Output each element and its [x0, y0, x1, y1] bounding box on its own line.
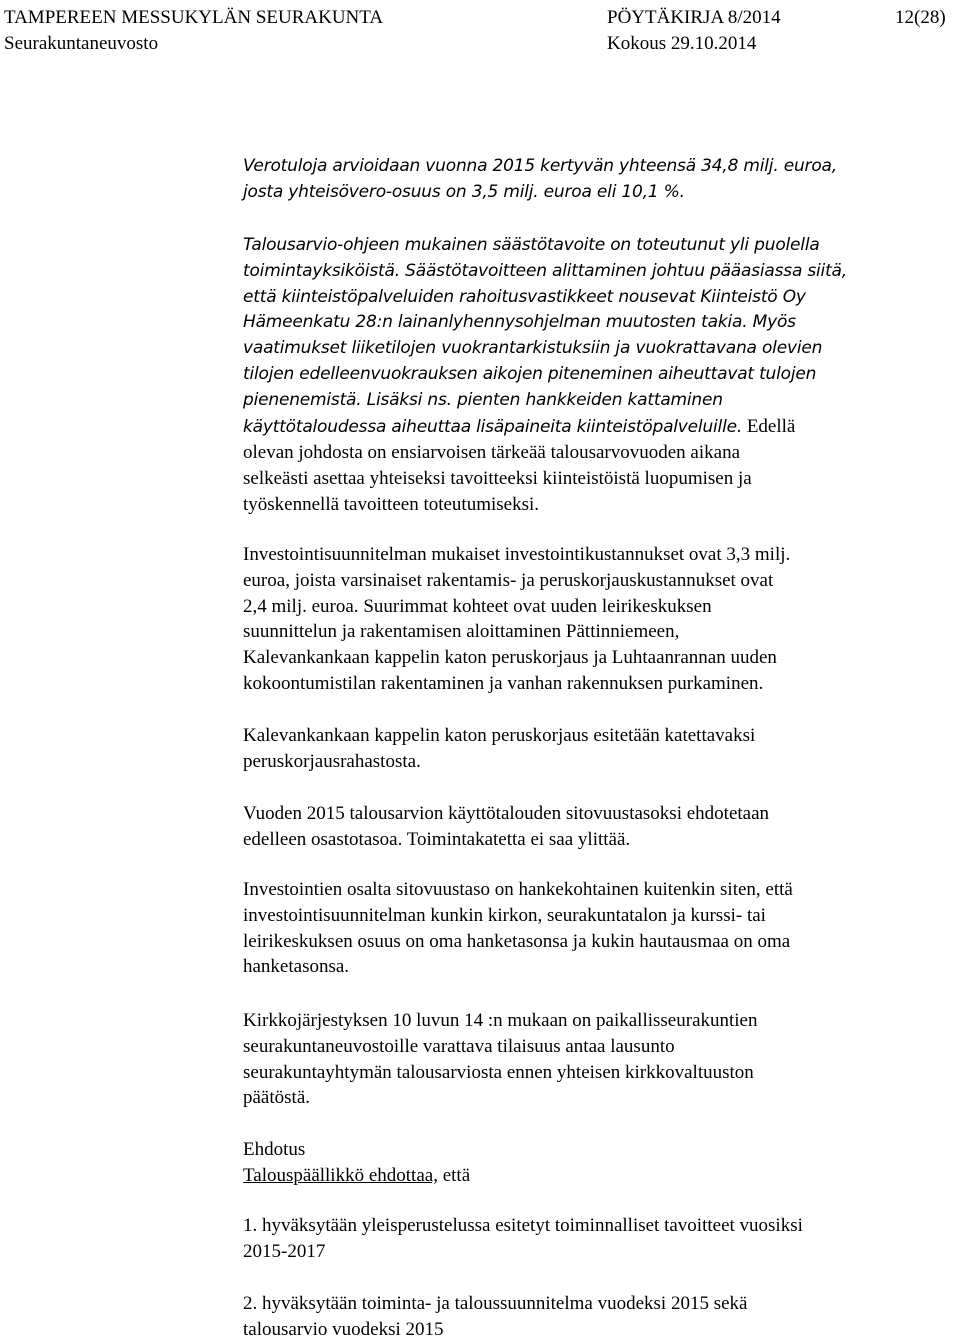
text-line: Vuoden 2015 talousarvion käyttötalouden sitovuustasoksi ehdotetaan — [243, 803, 770, 824]
header-org: TAMPEREEN MESSUKYLÄN SEURAKUNTA — [4, 7, 384, 28]
text-line: talousarvio vuodeksi 2015 — [243, 1318, 444, 1340]
text-line: pienenemistä. Lisäksi ns. pienten hankkeiden kattaminen — [243, 389, 723, 410]
paragraph-church-order — [243, 1008, 903, 1111]
text-fragment: Edellä — [746, 415, 796, 437]
text-line: käyttötaloudessa aiheuttaa lisäpaineita kiinteistöpalveluille. — [243, 416, 743, 437]
proposal-item-1 — [243, 1213, 903, 1265]
text-line: hanketasonsa. — [243, 956, 350, 978]
text-line: Talousarvio-ohjeen mukainen säästötavoite on toteutunut yli puolella — [243, 235, 820, 255]
text-line: Kalevankankaan kappelin katon peruskorjaus ja Luhtaanrannan uuden — [243, 647, 777, 669]
text-fragment: :n mukaan on paikallisseurakuntien — [487, 1010, 758, 1031]
header-doc-title: PÖYTÄKIRJA 8/2014 — [607, 7, 781, 28]
text-fragment: että — [437, 1164, 471, 1186]
text-line: 2015-2017 — [243, 1240, 326, 1262]
header-meeting-date: Kokous 29.10.2014 — [607, 33, 757, 54]
text-line: toimintayksiköistä. Säästötavoitteen alittaminen johtuu pääasiassa siitä, — [243, 260, 847, 281]
header-page-number: 12(28) — [895, 7, 946, 28]
paragraph-tax-revenue — [243, 154, 903, 206]
paragraph-savings-target — [243, 233, 903, 518]
paragraph-investments — [243, 542, 903, 697]
proposal-item-2 — [243, 1291, 903, 1343]
text-line: edelleen osastotasoa. Toimintakatetta ei saa ylittää. — [243, 828, 631, 850]
text-line: euroa, joista varsinaiset rakentamis- ja peruskorjauskustannukset ovat — [243, 569, 774, 591]
text-fragment: Kirkkojärjestyksen 10 luvun 14 — [243, 1010, 488, 1031]
text-line: Investointien osalta sitovuustaso on hankekohtainen kuitenkin siten, että — [243, 879, 793, 900]
text-fragment: Suurimmat kohteet ovat uuden leirikeskuksen — [363, 595, 712, 617]
text-line: Kalevankankaan kappelin katon peruskorjaus esitetään katettavaksi — [243, 725, 756, 746]
text-line: selkeästi asettaa yhteiseksi tavoitteeksi kiinteistöistä luopumisen ja — [243, 468, 752, 490]
text-line: 2. hyväksytään toiminta- ja taloussuunnitelma vuodeksi 2015 sekä — [243, 1293, 748, 1314]
text-line: suunnittelun ja rakentamisen aloittaminen Pättinniemeen, — [243, 621, 680, 643]
text-line: Hämeenkatu 28:n lainanlyhennysohjelman muutosten takia. Myös — [243, 312, 796, 333]
text-line: josta yhteisövero-osuus on 3,5 milj. euroa eli 10,1 %. — [243, 181, 685, 202]
text-line: Verotuloja arvioidaan vuonna 2015 kertyvän yhteensä 34,8 milj. euroa, — [243, 156, 837, 176]
proposer-label: Talouspäällikkö ehdottaa, — [243, 1164, 438, 1186]
proposal-section — [243, 1137, 903, 1189]
text-fragment: 2,4 milj. euroa. — [243, 595, 359, 617]
text-line: vaatimukset liiketilojen vuokrantarkistuksiin ja vuokrattavana olevien — [243, 338, 823, 359]
text-line: peruskorjausrahastosta. — [243, 750, 421, 772]
text-line: 1. hyväksytään yleisperustelussa esitetyt toiminnalliset tavoitteet vuosiksi — [243, 1215, 803, 1236]
paragraph-binding-level — [243, 801, 903, 853]
text-line: työskennellä tavoitteen toteutumiseksi. — [243, 493, 540, 515]
text-line: päätöstä. — [243, 1087, 311, 1109]
proposal-heading: Ehdotus — [243, 1139, 306, 1160]
text-line: tilojen edelleenvuokrauksen aikojen piteneminen aiheuttavat tulojen — [243, 363, 817, 384]
text-line: olevan johdosta on ensiarvoisen tärkeää talousarvovuoden aikana — [243, 442, 740, 464]
paragraph-chapel-roof — [243, 723, 903, 775]
paragraph-investment-binding — [243, 877, 903, 980]
header-body: Seurakuntaneuvosto — [4, 33, 159, 54]
text-line: että kiinteistöpalveluiden rahoitusvastikkeet nousevat Kiinteistö Oy — [243, 286, 806, 307]
text-line: Investointisuunnitelman mukaiset investointikustannukset ovat 3,3 milj. — [243, 544, 791, 565]
text-line: investointisuunnitelman kunkin kirkon, seurakuntatalon ja kurssi- tai — [243, 904, 766, 926]
text-line: seurakuntaneuvostoille varattava tilaisuus antaa lausunto — [243, 1035, 675, 1057]
text-line: kokoontumistilan rakentaminen ja vanhan rakennuksen purkaminen. — [243, 672, 764, 694]
text-line: seurakuntayhtymän talousarviosta ennen yhteisen kirkkovaltuuston — [243, 1061, 754, 1083]
text-line: leirikeskuksen osuus on oma hanketasonsa ja kukin hautausmaa on oma — [243, 930, 791, 952]
